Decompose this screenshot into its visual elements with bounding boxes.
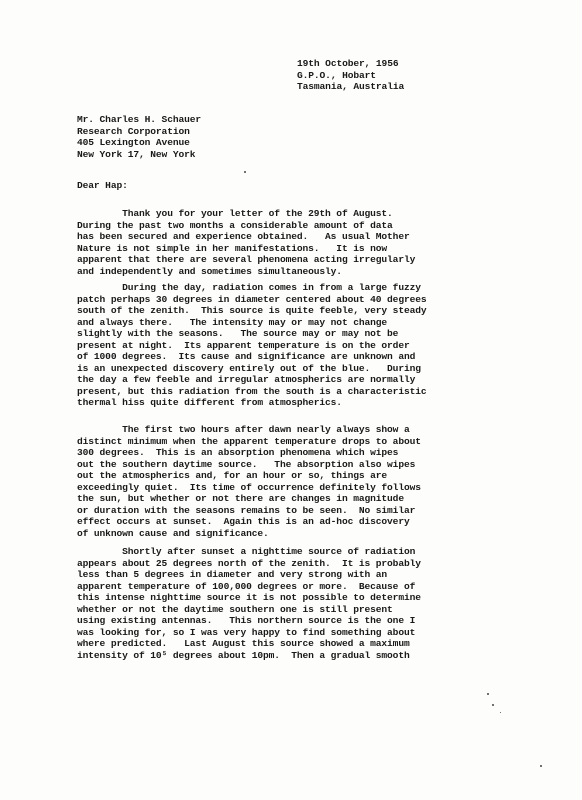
paragraph-line: appears about 25 degrees north of the zenith. It is probably (77, 557, 421, 569)
paragraph-line: present, but this radiation from the south is a characteristic (77, 385, 427, 397)
paragraph-line: 300 degrees. This is an absorption phenomena which wipes (77, 447, 399, 458)
paragraph-line: Shortly after sunset a nighttime source of radiation (77, 546, 416, 557)
scan-speck (540, 765, 542, 767)
paragraph-line: using existing antennas. This northern source is the one I (77, 615, 416, 626)
paragraph-line: exceedingly quiet. Its time of occurrence definitely follows (77, 481, 421, 493)
paragraph-line: this intense nighttime source it is not possible to determine (77, 592, 421, 603)
paragraph-line: the sun, but whether or not there are changes in magnitude (77, 493, 404, 504)
paragraph-line: thermal hiss quite different from atmospherics. (77, 397, 342, 408)
paragraph-line: apparent temperature of 100,000 degrees or more. Because of (77, 580, 416, 592)
salutation: Dear Hap: (77, 180, 128, 191)
recipient-company: Research Corporation (77, 125, 190, 137)
paragraph-line: out the southern daytime source. The absorption also wipes (77, 458, 416, 470)
recipient-address (77, 114, 201, 160)
paragraph-2 (77, 282, 427, 409)
sender-org: G.P.O., Hobart (297, 69, 376, 81)
paragraph-line: Thank you for your letter of the 29th of August. (77, 208, 393, 219)
paragraph-line: and always there. The intensity may or may not change (77, 316, 388, 328)
paragraph-4 (77, 546, 421, 661)
recipient-name: Mr. Charles H. Schauer (77, 114, 202, 125)
sender-place: Tasmania, Australia (297, 81, 405, 92)
paragraph-line: less than 5 degrees in diameter and very strong with an (77, 569, 388, 580)
paragraph-line: slightly with the seasons. The source may or may not be (77, 328, 399, 339)
paragraph-line: the day a few feeble and irregular atmospherics are normally (77, 374, 416, 385)
paragraph-line: of 1000 degrees. Its cause and significance are unknown and (77, 351, 416, 362)
paragraph-line: of unknown cause and significance. (77, 527, 269, 539)
paragraph-line: or duration with the seasons remains to be seen. No similar (77, 504, 416, 516)
paragraph-line: intensity of 10⁵ degrees about 10pm. Then a gradual smooth (77, 649, 410, 661)
paragraph-line: effect occurs at sunset. Again this is an ad-hoc discovery (77, 516, 410, 527)
paragraph-line: patch perhaps 30 degrees in diameter centered about 40 degrees (77, 293, 427, 305)
paragraph-3 (77, 424, 421, 539)
recipient-street: 405 Lexington Avenue (77, 137, 190, 148)
paragraph-line: The first two hours after dawn nearly always show a (77, 424, 410, 435)
recipient-city: New York 17, New York (77, 148, 196, 160)
paragraph-line: where predicted. Last August this source showed a maximum (77, 638, 410, 649)
paragraph-line: has been secured and experience obtained. As usual Mother (77, 231, 410, 242)
paragraph-line: present at night. Its apparent temperature is on the order (77, 339, 410, 351)
scan-speck (244, 171, 246, 173)
paragraph-line: During the past two months a considerable amount of data (77, 219, 393, 231)
paragraph-line: During the day, radiation comes in from a large fuzzy (77, 282, 421, 293)
scan-speck (492, 704, 494, 706)
paragraph-line: is an unexpected discovery entirely out of the blue. During (77, 362, 421, 374)
letter-dateline (297, 58, 404, 93)
paragraph-line: apparent that there are several phenomena acting irregularly (77, 254, 416, 265)
paragraph-line: whether or not the daytime southern one is still present (77, 603, 393, 615)
paragraph-line: out the atmospherics and, for an hour or so, things are (77, 470, 388, 481)
paragraph-line: Nature is not simple in her manifestations. It is now (77, 242, 388, 254)
paragraph-line: and independently and sometimes simultaneously. (77, 265, 342, 277)
paragraph-line: was looking for, so I was very happy to find something about (77, 626, 416, 638)
paragraph-line: south of the zenith. This source is quite feeble, very steady (77, 305, 427, 316)
letter-date: 19th October, 1956 (297, 58, 399, 69)
scan-speck (500, 712, 501, 713)
paragraph-line: distinct minimum when the apparent temperature drops to about (77, 435, 421, 447)
paragraph-1 (77, 208, 415, 277)
scan-speck (487, 693, 489, 695)
